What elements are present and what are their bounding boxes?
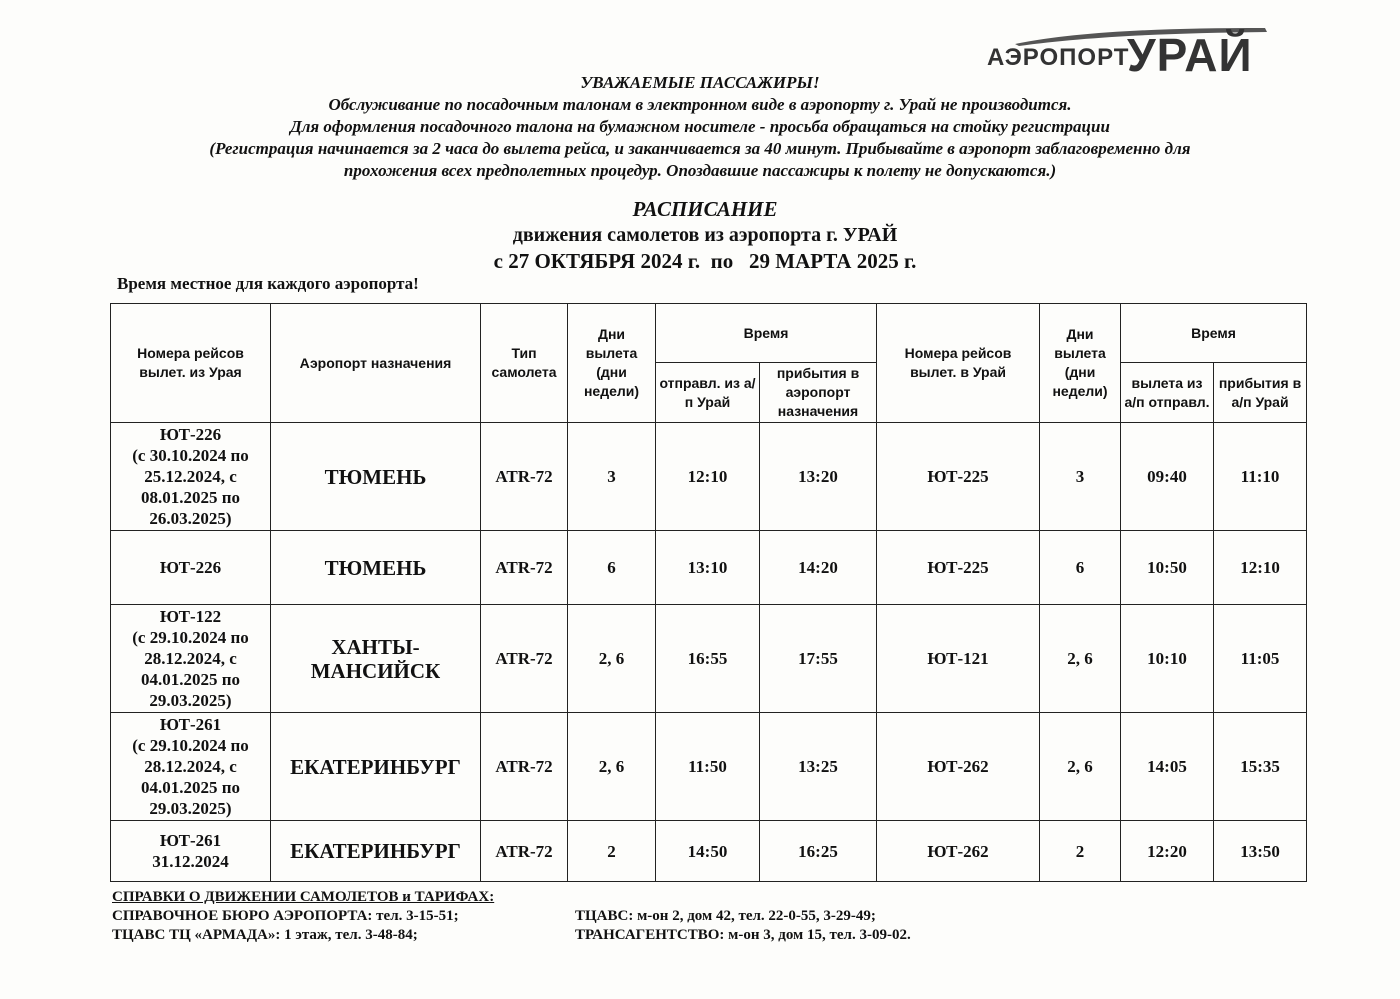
dep-origin-cell: 14:05 <box>1121 713 1214 821</box>
destination-cell: ХАНТЫ-МАНСИЙСК <box>271 605 481 713</box>
contact-transagency: ТРАНСАГЕНТСТВО: м-он 3, дом 15, тел. 3-09-02. <box>575 927 911 943</box>
header-days-in: Дни вылета (дни недели) <box>1040 304 1121 423</box>
flight-number: ЮТ-226 <box>159 558 222 577</box>
airport-logo <box>985 26 1270 81</box>
title-main: РАСПИСАНИЕ <box>632 197 778 221</box>
notice-line: Обслуживание по посадочным талонам в электронном виде в аэропорту г. Урай не производится. <box>328 95 1072 114</box>
dep-urai-cell: 13:10 <box>656 531 760 605</box>
flight-number: ЮТ-261 <box>159 831 222 850</box>
contact-tsavs: ТЦАВС: м-он 2, дом 42, тел. 22-0-55, 3-29-49; <box>575 908 876 924</box>
days-out-cell: 3 <box>568 423 656 531</box>
title-sub: движения самолетов из аэропорта г. УРАЙ <box>512 224 898 246</box>
days-in-cell: 3 <box>1040 423 1121 531</box>
header-days-out: Дни вылета (дни недели) <box>568 304 656 423</box>
header-dep-origin: вылета из а/п отправл. <box>1121 363 1214 423</box>
header-time-in: Время <box>1121 304 1307 363</box>
arr-urai-cell: 11:05 <box>1214 605 1307 713</box>
header-flight-out: Номера рейсов вылет. из Урая <box>111 304 271 423</box>
notice-line: Для оформления посадочного талона на бумажном носителе - просьба обращаться на стойку регистрации <box>290 117 1110 136</box>
contact-airport-bureau: СПРАВОЧНОЕ БЮРО АЭРОПОРТА: тел. 3-15-51; <box>112 908 459 924</box>
flight-in-cell: ЮТ-121 <box>877 605 1040 713</box>
table-row <box>111 821 1307 882</box>
dep-urai-cell: 14:50 <box>656 821 760 882</box>
dep-urai-cell: 11:50 <box>656 713 760 821</box>
days-in-cell: 2, 6 <box>1040 713 1121 821</box>
header-dep-urai: отправл. из а/п Урай <box>656 363 760 423</box>
arr-dest-cell: 13:25 <box>760 713 877 821</box>
arr-dest-cell: 14:20 <box>760 531 877 605</box>
arr-dest-cell: 17:55 <box>760 605 877 713</box>
arr-urai-cell: 12:10 <box>1214 531 1307 605</box>
contact-armada: ТЦАВС ТЦ «АРМАДА»: 1 этаж, тел. 3-48-84; <box>112 927 418 943</box>
logo-text-small: АЭРОПОРТ <box>987 44 1130 71</box>
destination-cell: ЕКАТЕРИНБУРГ <box>271 821 481 882</box>
days-in-cell: 2, 6 <box>1040 605 1121 713</box>
arr-urai-cell: 11:10 <box>1214 423 1307 531</box>
destination-cell: ТЮМЕНЬ <box>271 423 481 531</box>
days-out-cell: 2 <box>568 821 656 882</box>
footer-row <box>112 907 1302 926</box>
logo-text-big: УРАЙ <box>1127 29 1253 81</box>
arr-dest-cell: 13:20 <box>760 423 877 531</box>
dep-urai-cell: 12:10 <box>656 423 760 531</box>
days-out-cell: 2, 6 <box>568 605 656 713</box>
notice-line: (Регистрация начинается за 2 часа до вылета рейса, и заканчивается за 40 минут. Прибывайте в аэропорт заблаговременно для <box>209 139 1191 158</box>
arr-urai-cell: 15:35 <box>1214 713 1307 821</box>
flight-period: (с 29.10.2024 по 28.12.2024, с 04.01.2025 по 29.03.2025) <box>132 628 249 710</box>
flight-in-cell: ЮТ-262 <box>877 821 1040 882</box>
destination-cell: ТЮМЕНЬ <box>271 531 481 605</box>
flight-out-cell <box>111 713 271 821</box>
aircraft-cell: ATR-72 <box>481 423 568 531</box>
schedule-table <box>110 303 1307 882</box>
flight-out-cell <box>111 531 271 605</box>
dep-origin-cell: 10:10 <box>1121 605 1214 713</box>
header-aircraft: Тип самолета <box>481 304 568 423</box>
dep-urai-cell: 16:55 <box>656 605 760 713</box>
passenger-notice <box>100 72 1300 182</box>
aircraft-cell: ATR-72 <box>481 605 568 713</box>
flight-out-cell <box>111 605 271 713</box>
dep-origin-cell: 12:20 <box>1121 821 1214 882</box>
notice-heading: УВАЖАЕМЫЕ ПАССАЖИРЫ! <box>580 73 820 92</box>
aircraft-cell: ATR-72 <box>481 821 568 882</box>
destination-cell: ЕКАТЕРИНБУРГ <box>271 713 481 821</box>
table-row <box>111 713 1307 821</box>
flight-number: ЮТ-261 <box>159 715 222 734</box>
header-flight-in: Номера рейсов вылет. в Урай <box>877 304 1040 423</box>
arr-dest-cell: 16:25 <box>760 821 877 882</box>
local-time-note: Время местное для каждого аэропорта! <box>117 274 419 293</box>
footer-title: СПРАВКИ О ДВИЖЕНИИ САМОЛЕТОВ и ТАРИФАХ: <box>112 889 495 905</box>
flight-number: ЮТ-122 <box>159 607 222 626</box>
flight-period: (с 30.10.2024 по 25.12.2024, с 08.01.2025 по 26.03.2025) <box>132 446 249 528</box>
flight-out-cell <box>111 821 271 882</box>
flight-in-cell: ЮТ-225 <box>877 531 1040 605</box>
header-arr-dest: прибытия в аэропорт назначения <box>760 363 877 423</box>
header-time-out: Время <box>656 304 877 363</box>
table-row <box>111 423 1307 531</box>
notice-line: прохожения всех предполетных процедур. Опоздавшие пассажиры к полету не допускаются.) <box>343 161 1057 180</box>
flight-in-cell: ЮТ-225 <box>877 423 1040 531</box>
schedule-title <box>300 196 1110 275</box>
header-arr-urai: прибытия в а/п Урай <box>1214 363 1307 423</box>
flight-period: (с 29.10.2024 по 28.12.2024, с 04.01.2025 по 29.03.2025) <box>132 736 249 818</box>
flight-number: ЮТ-226 <box>159 425 222 444</box>
flight-in-cell: ЮТ-262 <box>877 713 1040 821</box>
aircraft-cell: ATR-72 <box>481 713 568 821</box>
contacts-footer <box>112 888 1302 945</box>
header-destination: Аэропорт назначения <box>271 304 481 423</box>
days-out-cell: 6 <box>568 531 656 605</box>
dep-origin-cell: 10:50 <box>1121 531 1214 605</box>
footer-row <box>112 926 1302 945</box>
dep-origin-cell: 09:40 <box>1121 423 1214 531</box>
table-row <box>111 531 1307 605</box>
arr-urai-cell: 13:50 <box>1214 821 1307 882</box>
days-in-cell: 6 <box>1040 531 1121 605</box>
days-out-cell: 2, 6 <box>568 713 656 821</box>
days-in-cell: 2 <box>1040 821 1121 882</box>
table-row <box>111 605 1307 713</box>
flight-period: 31.12.2024 <box>152 852 229 871</box>
aircraft-cell: ATR-72 <box>481 531 568 605</box>
title-dates: с 27 ОКТЯБРЯ 2024 г. по 29 МАРТА 2025 г. <box>493 249 917 273</box>
flight-out-cell <box>111 423 271 531</box>
